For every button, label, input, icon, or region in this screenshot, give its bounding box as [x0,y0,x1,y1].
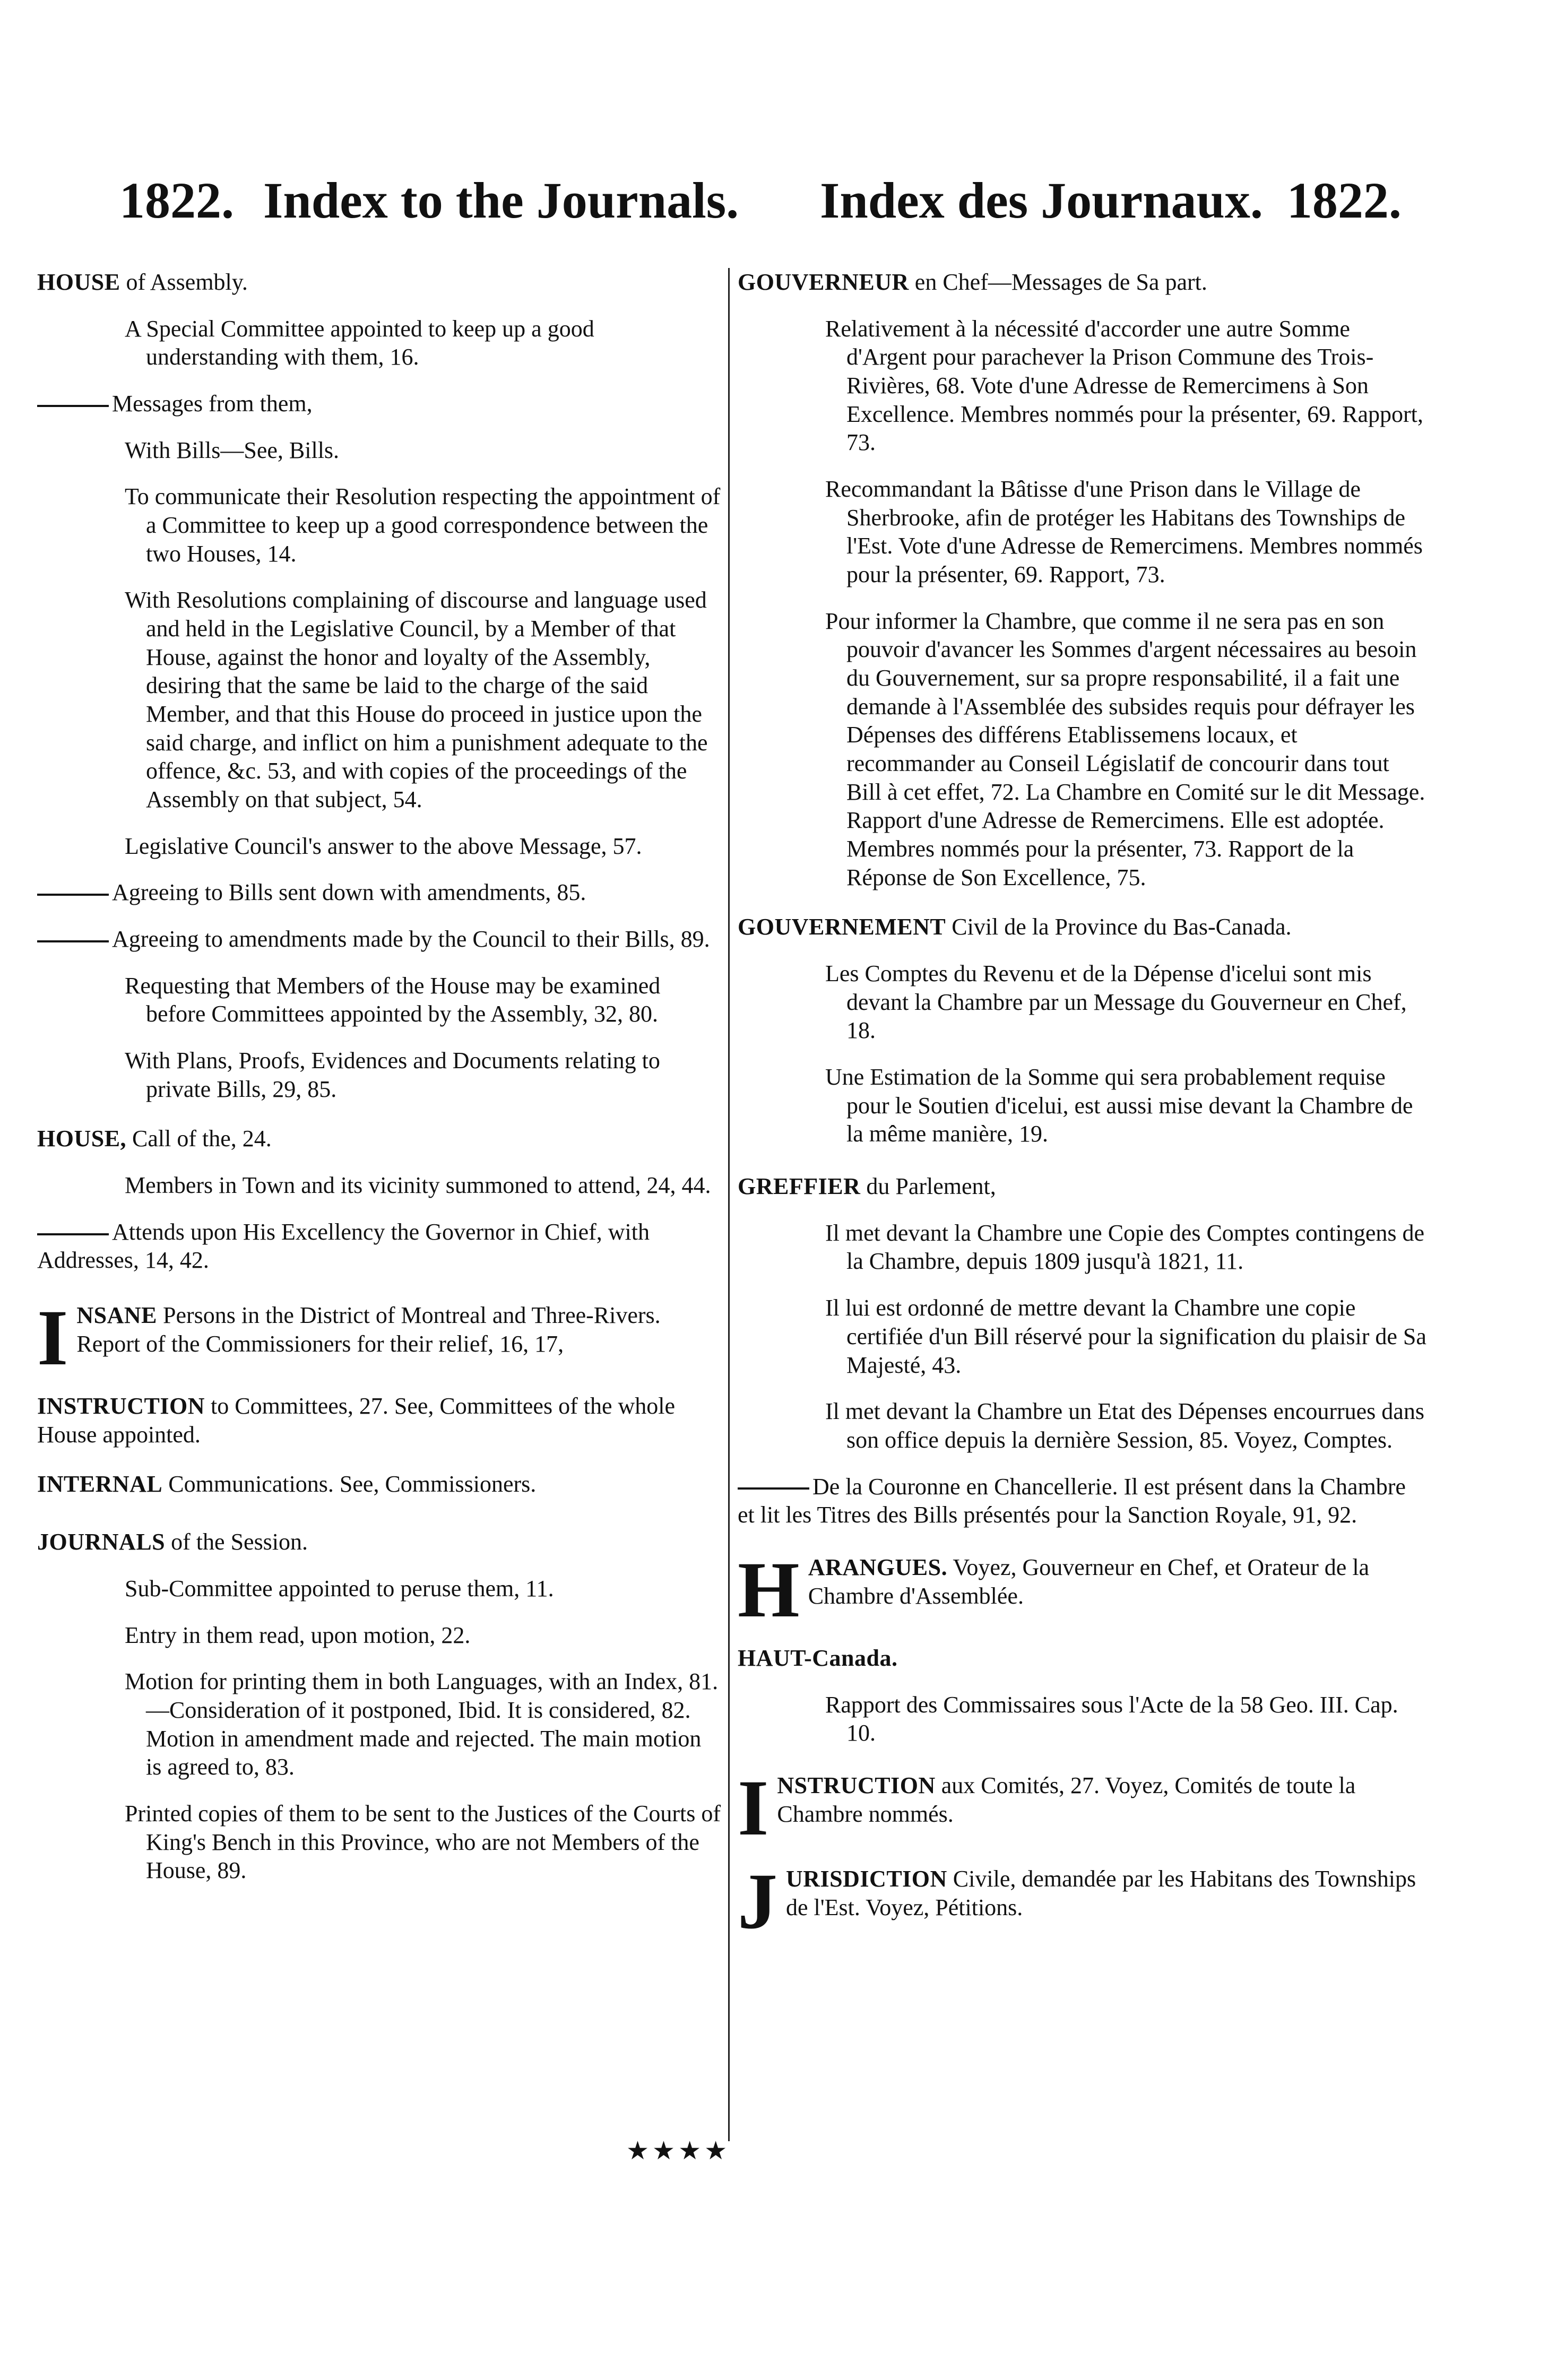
sub-entry: Printed copies of them to be sent to the Justices of the Courts of King's Bench in this Province, who are not Members of the House, 89. [125,1800,721,1884]
right-header-year: 1822. [1286,172,1402,229]
entry-haut-canada [738,1644,1428,1747]
em-dash-rule [738,1487,809,1490]
end-ornament: ★★★★ [626,2137,731,2165]
entry-instruction-fr [738,1771,1428,1841]
drop-cap: J [738,1864,777,1934]
entry-heading: HOUSE of Assembly. [37,269,248,295]
sub-entry: Rapport des Commissaires sous l'Acte de la 58 Geo. III. Cap. 10. [825,1691,1398,1746]
entry-heading: JOURNALS of the Session. [37,1529,308,1555]
right-header-title: Index des Journaux. [820,172,1263,229]
sub-entry: Une Estimation de la Somme qui sera probablement requise pour le Soutien d'icelui, est aussi mise devant la Chambre de la même manière, 19. [825,1064,1413,1147]
sub-entry: Sub-Committee appointed to peruse them, 11. [125,1575,554,1602]
entry-insane [37,1301,722,1371]
sub-entry: Requesting that Members of the House may be examined before Committees appointed by the Assembly, 32, 80. [125,972,661,1027]
entry-heading: ARANGUES. Voyez, Gouverneur en Chef, et Orateur de la Chambre d'Assemblée. [808,1554,1370,1609]
sub-entry: Il met devant la Chambre un Etat des Dépenses encourrues dans son office depuis la dernière Session, 85. Voyez, Comptes. [825,1398,1424,1453]
english-index-column [37,268,722,1918]
sub-entry: A Special Committee appointed to keep up a good understanding with them, 16. [125,315,594,370]
em-dash-rule [37,405,109,407]
entry-heading: URISDICTION Civile, demandée par les Habitans des Townships de l'Est. Voyez, Pétitions. [786,1865,1416,1920]
sub-entry: Relativement à la nécessité d'accorder une autre Somme d'Argent pour parachever la Prison Commune des Trois-Rivières, 68. Vote d'une Adresse de Remercimens à Son Excellence. Membres nommés pour la présenter, 69. Rapport, 73. [825,315,1423,456]
entry-house-call [37,1124,722,1275]
drop-cap: I [738,1771,769,1841]
entry-heading: INSTRUCTION to Committees, 27. See, Committees of the whole House appointed. [37,1393,676,1448]
entry-greffier [738,1172,1428,1529]
left-running-header [119,172,739,229]
sub-entry: With Bills—See, Bills. [125,437,340,463]
sub-entry: Pour informer la Chambre, que comme il ne sera pas en son pouvoir d'avancer les Sommes d'argent nécessaires au besoin du Gouvernement, sur sa propre responsabilité, il a fait une demande à l'Assemblée des subsides requis pour défrayer les Dépenses des différens Etablissemens locaux, et recommander au Conseil Législatif de concourir dans tout Bill à cet effet, 72. La Chambre en Comité sur le dit Message. Rapport d'une Adresse de Remercimens. Elle est adoptée. Membres nommés pour la présenter, 73. Rapport de la Réponse de Son Excellence, 75. [825,608,1425,890]
entry-gouvernement [738,913,1428,1148]
entry-heading: GOUVERNEMENT Civil de la Province du Bas-Canada. [738,914,1292,940]
left-header-year: 1822. [119,172,234,229]
entry-gouverneur [738,268,1428,892]
sub-entry: Legislative Council's answer to the above Message, 57. [125,833,642,859]
sub-entry: Members in Town and its vicinity summoned to attend, 24, 44. [125,1172,711,1199]
entry-jurisdiction [738,1865,1428,1934]
sub-entry: Il met devant la Chambre une Copie des Comptes contingens de la Chambre, depuis 1809 jusqu'à 1821, 11. [825,1219,1425,1275]
entry-heading: HAUT-Canada. [738,1645,898,1671]
sub-entry-dashed: De la Couronne en Chancellerie. Il est présent dans la Chambre et lit les Titres des Bills présentés pour la Sanction Royale, 91, 92. [738,1473,1406,1528]
entry-internal [37,1470,722,1499]
sub-entry-dashed: Agreeing to Bills sent down with amendments, 85. [37,878,722,907]
sub-entry: Motion for printing them in both Languages, with an Index, 81.—Consideration of it postponed, Ibid. It is considered, 82. Motion in amendment made and rejected. The main motion is agreed to, 83. [125,1668,719,1780]
entry-heading: HOUSE, Call of the, 24. [37,1126,272,1152]
right-running-header [820,172,1402,229]
column-divider [728,268,730,2141]
sub-entry: With Plans, Proofs, Evidences and Documents relating to private Bills, 29, 85. [125,1048,660,1102]
french-index-column [738,268,1428,1967]
sub-entry: Recommandant la Bâtisse d'une Prison dans le Village de Sherbrooke, afin de protéger les Habitans des Townships de l'Est. Vote d'une Adresse de Remercimens. Membres nommés pour la présenter, 69. Rapport, 73. [825,476,1423,588]
entry-journals [37,1528,722,1885]
sub-entry: Entry in them read, upon motion, 22. [125,1622,471,1648]
sub-entry: With Resolutions complaining of discourse and language used and held in the Legislative Council, by a Member of that House, against the honor and loyalty of the Assembly, desiring that the same be laid to the charge of the said Member, and that this House do proceed in justice upon the said charge, and inflict on him a punishment adequate to the offence, &c. 53, and with copies of the proceedings of the Assembly on that subject, 54. [125,587,708,813]
drop-cap: I [37,1301,68,1371]
sub-entry-dashed: Attends upon His Excellency the Governor in Chief, with Addresses, 14, 42. [37,1218,650,1274]
sub-entry-dashed: Agreeing to amendments made by the Council to their Bills, 89. [37,925,722,954]
left-header-title: Index to the Journals. [263,172,739,229]
entry-heading: GREFFIER du Parlement, [738,1173,996,1200]
drop-cap: H [738,1553,800,1623]
entry-heading: GOUVERNEUR en Chef—Messages de Sa part. [738,269,1207,295]
entry-harangues [738,1553,1428,1623]
entry-instruction [37,1392,722,1449]
em-dash-rule [37,940,109,942]
entry-heading: NSTRUCTION aux Comités, 27. Voyez, Comités de toute la Chambre nommés. [777,1772,1356,1827]
entry-house-of-assembly [37,268,722,1103]
entry-heading: INTERNAL Communications. See, Commissioners. [37,1471,537,1498]
sub-entry: To communicate their Resolution respecting the appointment of a Committee to keep up a good correspondence between the two Houses, 14. [125,483,721,567]
em-dash-rule [37,1233,109,1235]
sub-entry: Il lui est ordonné de mettre devant la Chambre une copie certifiée d'un Bill réservé pour la signification du plaisir de Sa Majesté, 43. [825,1295,1426,1378]
em-dash-rule [37,894,109,896]
sub-entry-dashed: Messages from them, [37,390,722,418]
sub-entry: Les Comptes du Revenu et de la Dépense d'icelui sont mis devant la Chambre par un Message du Gouverneur en Chef, 18. [825,960,1407,1044]
entry-heading: NSANE Persons in the District of Montreal and Three-Rivers. Report of the Commissioners for their relief, 16, 17, [76,1302,661,1357]
